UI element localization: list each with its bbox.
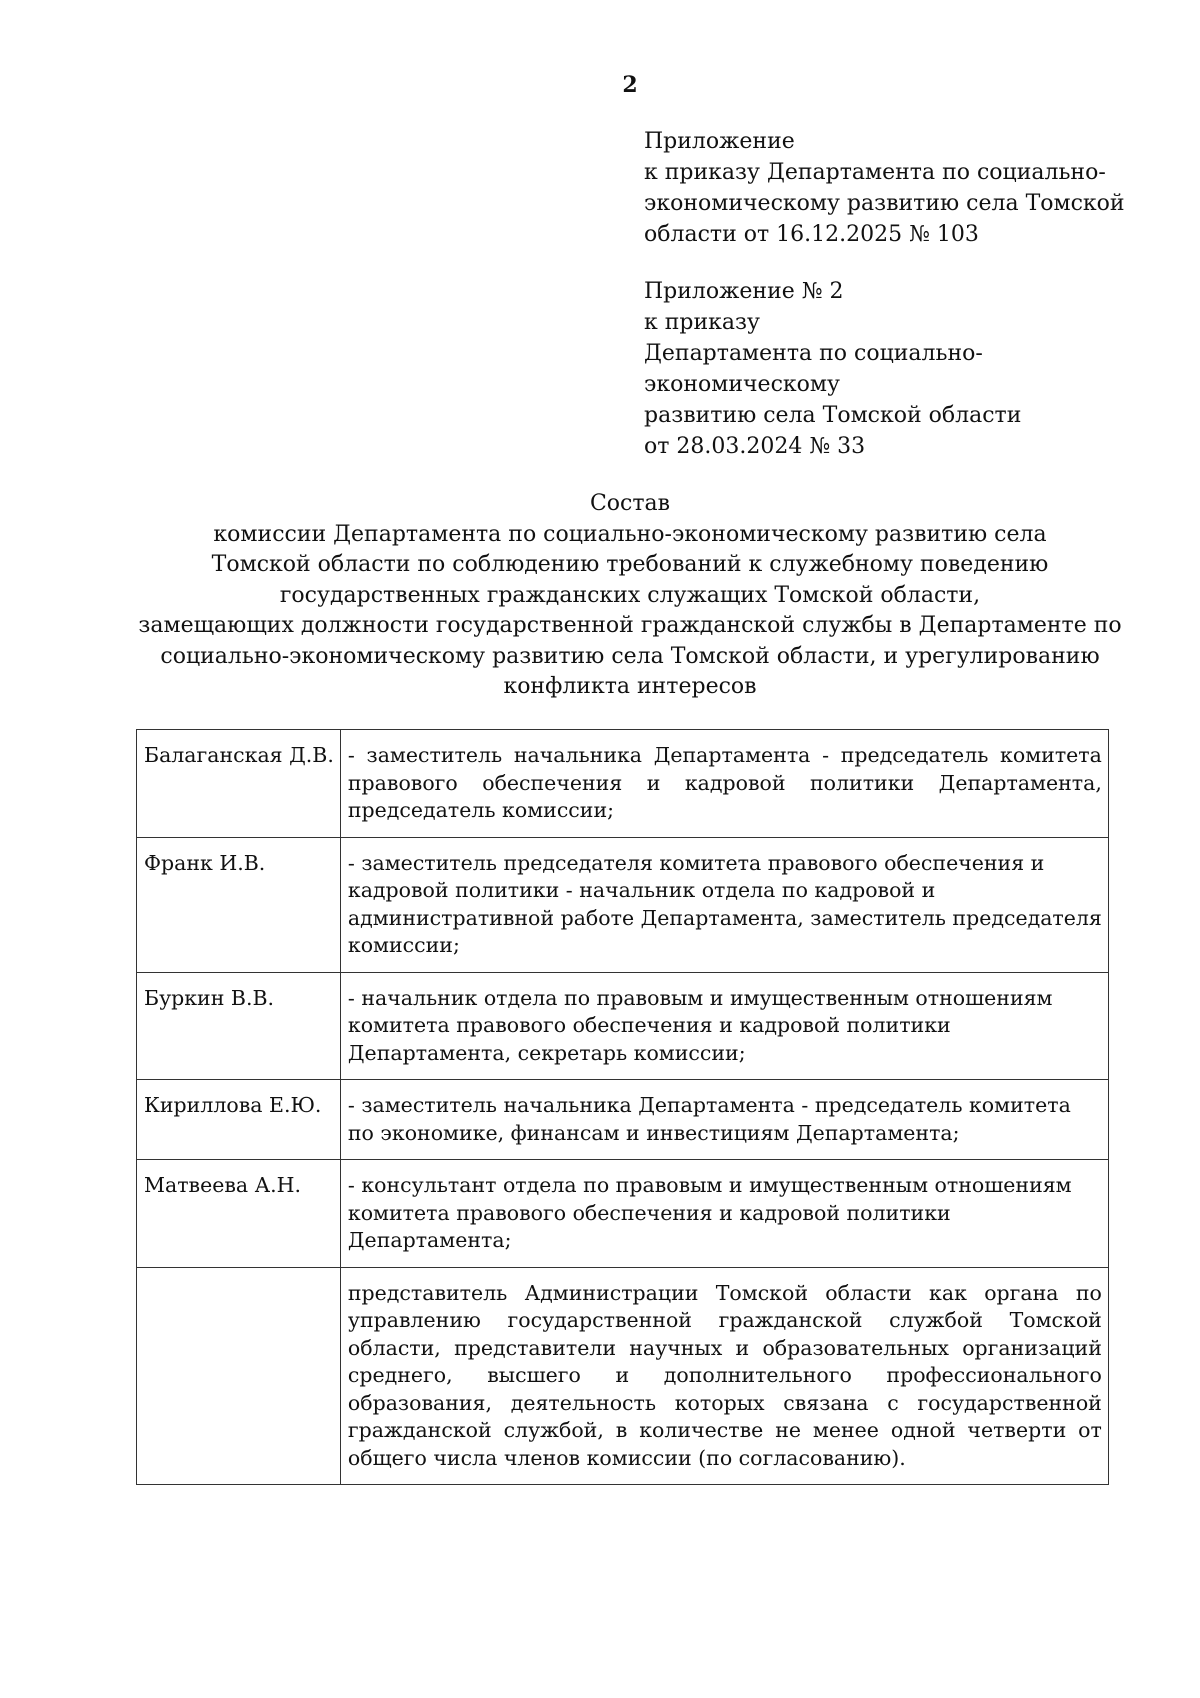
member-role [340,1267,1108,1485]
table-row [137,1160,1109,1268]
role-line: кадровой политики - начальник отдела по кадровой и [347,878,936,902]
role-line: административной работе Департамента, заместитель председателя [347,905,1102,930]
role-line: комитета правового обеспечения и кадровой политики [347,1013,951,1037]
role-line: комитета правового обеспечения и кадровой политики [347,1200,951,1225]
member-name [137,1267,341,1485]
table-row [137,1080,1109,1160]
role-line: председатель комиссии; [347,798,615,822]
member-name: Балаганская Д.В. [137,730,341,838]
title-line: Томской области по соблюдению требований к служебному поведению [211,552,1049,577]
page-number: 2 [622,72,638,98]
appendix-reference-original [644,276,1164,462]
appendix-reference-current [644,126,1164,250]
table-row [137,730,1109,838]
role-line: по экономике, финансам и инвестициям Департамента; [347,1120,960,1145]
member-name: Франк И.В. [137,837,341,972]
table-row [137,837,1109,972]
role-line: среднего, высшего и дополнительного профессионального [347,1363,1102,1387]
member-role [340,972,1108,1080]
title-line: конфликта интересов [503,674,757,699]
table-row [137,972,1109,1080]
role-line: - начальник отдела по правовым и имущественным отношениям [347,985,1053,1010]
appendix-line: экономическому развитию села Томской [644,191,1125,216]
member-name: Кириллова Е.Ю. [137,1080,341,1160]
role-line: образования, деятельность которых связана с государственной [347,1390,1102,1415]
member-name: Буркин В.В. [137,972,341,1080]
appendix-line: Приложение [644,129,795,154]
commission-members-table [136,729,1109,1485]
role-line: - заместитель начальника Департамента - председатель комитета [347,743,1102,767]
role-line: Департамента, секретарь комиссии; [347,1040,746,1065]
commission-title [130,489,1130,703]
role-line: - консультант отдела по правовым и имущественным отношениям [347,1173,1072,1197]
title-line: государственных гражданских служащих Томской области, [279,582,981,608]
role-line: комиссии; [347,933,460,957]
member-role [340,730,1108,838]
appendix-line: к приказу [644,310,760,335]
appendix-line: области от 16.12.2025 № 103 [644,222,979,247]
title-line: социально-экономическому развитию села Томской области, и урегулированию [160,643,1100,669]
member-name: Матвеева А.Н. [137,1160,341,1268]
role-line: гражданской службой, в количестве не менее одной четверти от [347,1418,1102,1442]
appendix-line: развитию села Томской области [644,403,1022,428]
role-line: Департамента; [347,1228,512,1252]
role-line: области, представители научных и образовательных организаций [347,1335,1102,1360]
title-line: комиссии Департамента по социально-экономическому развитию села [213,521,1047,547]
title-line: Состав [589,491,671,516]
title-line: замещающих должности государственной гражданской службы в Департаменте по [138,613,1122,638]
table-row [137,1267,1109,1485]
appendix-line: от 28.03.2024 № 33 [644,434,866,459]
role-line: управлению государственной гражданской службой Томской [347,1308,1102,1332]
appendix-line: Приложение № 2 [644,279,844,304]
appendix-line: к приказу Департамента по социально- [644,160,1106,185]
appendix-line: Департамента по социально- [644,341,983,366]
role-line: представитель Администрации Томской области как органа по [347,1280,1102,1305]
member-role [340,837,1108,972]
role-line: - заместитель председателя комитета правового обеспечения и [347,850,1045,875]
role-line: общего числа членов комиссии (по согласованию). [347,1445,906,1470]
role-line: - заместитель начальника Департамента - председатель комитета [347,1093,1071,1117]
member-role [340,1080,1108,1160]
role-line: правового обеспечения и кадровой политики Департамента, [347,770,1102,795]
member-role [340,1160,1108,1268]
appendix-line: экономическому [644,372,840,397]
